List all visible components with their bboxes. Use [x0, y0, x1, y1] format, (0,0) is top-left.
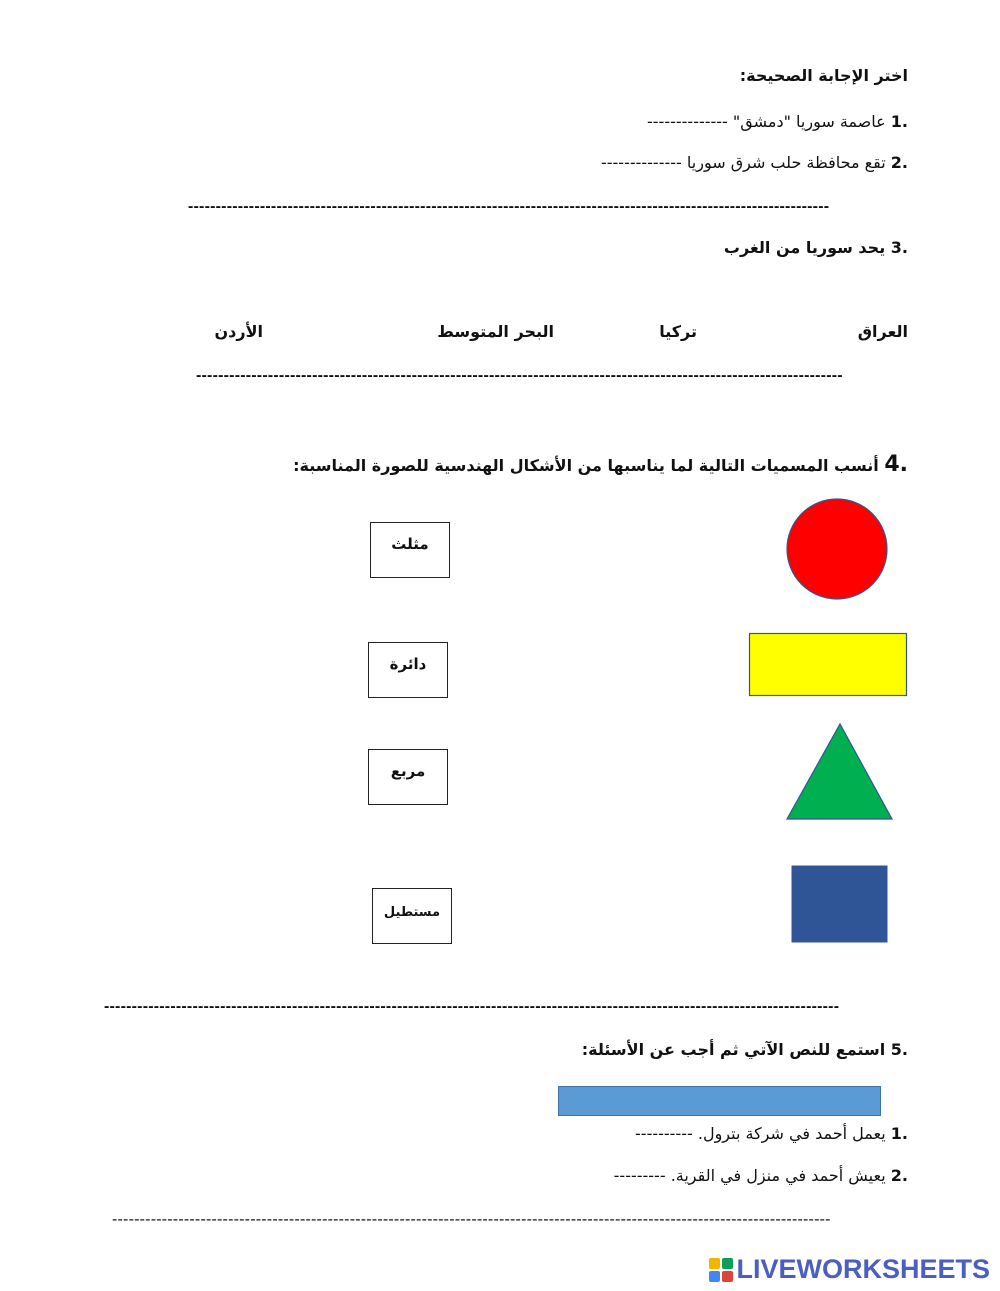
label-square: مربع: [390, 762, 426, 780]
listening-question-2-text: يعيش أحمد في منزل في القرية. ---------: [613, 1166, 886, 1185]
question-3-text: يحد سوريا من الغرب: [723, 238, 886, 257]
question-2-number: .2: [890, 153, 908, 172]
question-5: [582, 1040, 908, 1059]
separator-2: ---------------------------------------------------------------------------------------------------------------------: [196, 368, 843, 384]
question-4: [293, 452, 908, 477]
listening-question-2-number: .2: [890, 1166, 908, 1185]
label-triangle: مثلث: [391, 535, 429, 553]
label-box-triangle[interactable]: [370, 522, 450, 578]
label-rectangle: مستطيل: [383, 905, 441, 920]
label-box-rectangle[interactable]: [372, 888, 452, 944]
option-mediterranean[interactable]: البحر المتوسط: [437, 322, 554, 341]
label-box-circle[interactable]: [368, 642, 448, 698]
listening-question-1-number: .1: [890, 1124, 908, 1143]
option-turkey[interactable]: تركيا: [659, 322, 697, 341]
liveworksheets-brand: LIVEWORKSHEETS: [736, 1254, 990, 1284]
separator-4: ----------------------------------------------------------------------------------------------------------------------------------: [112, 1212, 831, 1228]
option-iraq[interactable]: العراق: [857, 322, 908, 341]
label-circle: دائرة: [389, 655, 427, 673]
question-1: [647, 112, 908, 131]
yellow-rectangle: [750, 634, 907, 696]
question-5-number: .5: [890, 1040, 908, 1059]
square-shape[interactable]: [790, 864, 890, 944]
question-4-text: أنسب المسميات التالية لما يناسبها من الأشكال الهندسية للصورة المناسبة:: [293, 456, 879, 475]
logo-tile-2: [722, 1258, 733, 1269]
green-triangle: [787, 724, 892, 819]
question-3: [724, 238, 908, 257]
logo-tile-1: [709, 1258, 720, 1269]
blue-square: [792, 866, 887, 942]
circle-shape[interactable]: [784, 498, 890, 604]
question-1-number: .1: [890, 112, 908, 131]
separator-1: --------------------------------------------------------------------------------------------------------------------: [188, 199, 830, 215]
listening-question-2: [614, 1166, 908, 1185]
question-5-text: استمع للنص الآتي ثم أجب عن الأسئلة:: [581, 1040, 886, 1059]
question-4-number: .4: [884, 452, 908, 477]
question-1-text: عاصمة سوريا "دمشق" --------------: [647, 112, 886, 131]
option-jordan[interactable]: الأردن: [214, 322, 263, 341]
liveworksheets-logo-icon: [709, 1258, 733, 1282]
triangle-shape[interactable]: [784, 722, 896, 822]
red-circle: [787, 499, 887, 599]
question-3-number: .3: [890, 238, 908, 257]
logo-tile-4: [722, 1271, 733, 1282]
listening-question-1: [635, 1124, 908, 1143]
logo-tile-3: [709, 1271, 720, 1282]
audio-player-bar[interactable]: [558, 1086, 881, 1116]
question-2-text: تقع محافظة حلب شرق سوريا --------------: [600, 153, 886, 172]
separator-3: -------------------------------------------------------------------------------------------------------------------------------------: [104, 999, 840, 1015]
label-box-square[interactable]: [368, 749, 448, 805]
rectangle-shape[interactable]: [748, 632, 910, 698]
question-2: [601, 153, 908, 172]
liveworksheets-logo: [709, 1254, 990, 1285]
section1-heading: اختر الإجابة الصحيحة:: [739, 66, 908, 85]
listening-question-1-text: يعمل أحمد في شركة بترول. ----------: [635, 1124, 886, 1143]
